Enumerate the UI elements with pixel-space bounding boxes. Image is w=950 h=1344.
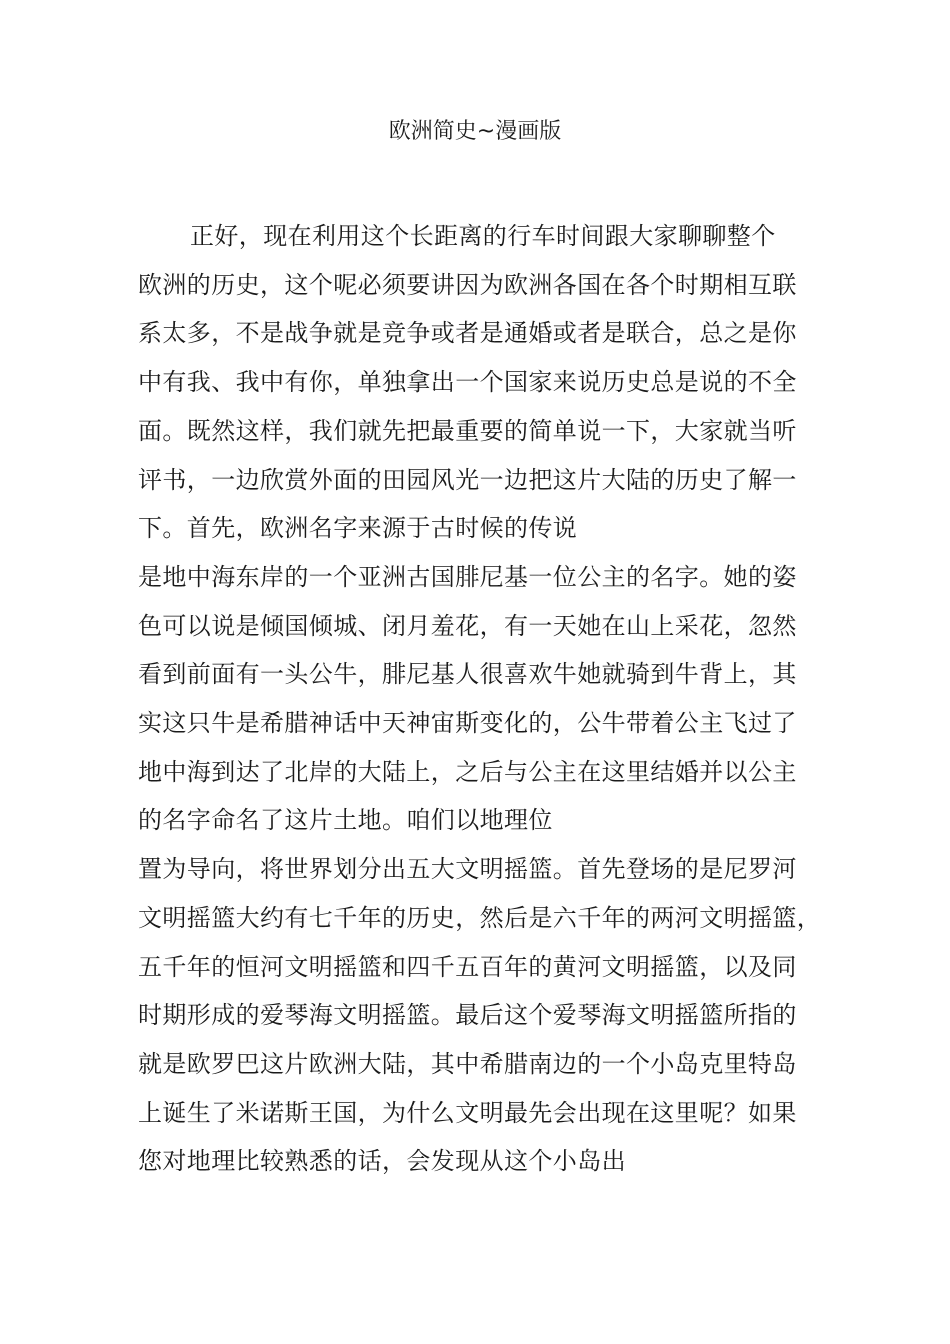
body-line: 地中海到达了北岸的大陆上，之后与公主在这里结婚并以公主 <box>138 757 797 786</box>
body-line: 实这只牛是希腊神话中天神宙斯变化的，公牛带着公主飞过了 <box>138 709 797 738</box>
body-line: 文明摇篮大约有七千年的历史，然后是六千年的两河文明摇篮， <box>138 903 822 932</box>
body-line: 色可以说是倾国倾城、闭月羞花，有一天她在山上采花，忽然 <box>138 611 797 640</box>
body-line: 时期形成的爱琴海文明摇篮。最后这个爱琴海文明摇篮所指的 <box>138 1001 797 1030</box>
body-line: 欧洲的历史，这个呢必须要讲因为欧洲各国在各个时期相互联 <box>138 270 797 299</box>
body-line: 正好，现在利用这个长距离的行车时间跟大家聊聊整个 <box>190 222 776 250</box>
body-line: 评书，一边欣赏外面的田园风光一边把这片大陆的历史了解一 <box>138 465 797 494</box>
body-line: 五千年的恒河文明摇篮和四千五百年的黄河文明摇篮，以及同 <box>138 952 797 981</box>
body-line: 系太多，不是战争就是竞争或者是通婚或者是联合，总之是你 <box>138 319 797 348</box>
body-line: 置为导向，将世界划分出五大文明摇篮。首先登场的是尼罗河 <box>138 855 797 884</box>
body-line: 就是欧罗巴这片欧洲大陆，其中希腊南边的一个小岛克里特岛 <box>138 1049 797 1078</box>
document-title: 欧洲简史~漫画版 <box>388 119 562 144</box>
body-line: 上诞生了米诺斯王国，为什么文明最先会出现在这里呢？如果 <box>138 1098 797 1127</box>
body-line: 的名字命名了这片土地。咱们以地理位 <box>138 806 553 835</box>
body-line: 是地中海东岸的一个亚洲古国腓尼基一位公主的名字。她的姿 <box>138 562 797 591</box>
body-line: 面。既然这样，我们就先把最重要的简单说一下，大家就当听 <box>138 416 797 445</box>
document-body <box>138 212 838 1186</box>
body-line: 您对地理比较熟悉的话，会发现从这个小岛出 <box>138 1147 626 1176</box>
body-line: 看到前面有一头公牛，腓尼基人很喜欢牛她就骑到牛背上，其 <box>138 660 797 689</box>
body-line: 下。首先，欧洲名字来源于古时候的传说 <box>138 514 578 543</box>
body-line: 中有我、我中有你，单独拿出一个国家来说历史总是说的不全 <box>138 368 797 397</box>
